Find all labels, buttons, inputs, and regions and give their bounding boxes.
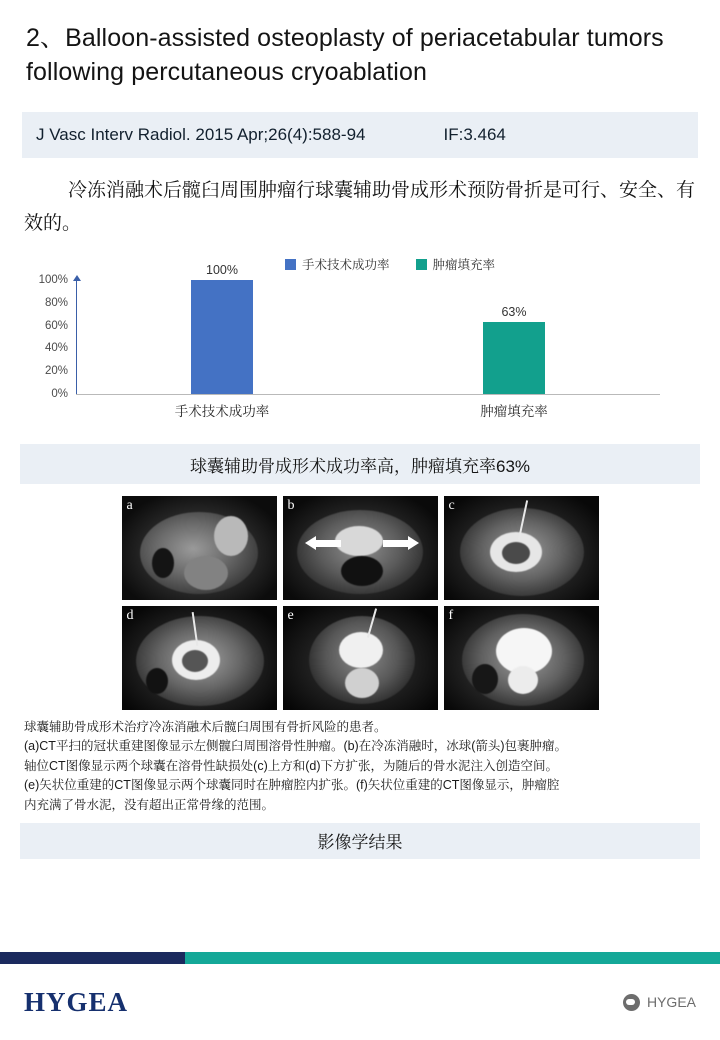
legend-label-fill: 肿瘤填充率 (432, 258, 496, 272)
y-tick-80: 80% (44, 296, 68, 309)
ct-iceball-b (335, 526, 383, 556)
caption-line-4: (e)矢状位重建的CT图像显示两个球囊同时在肿瘤腔内扩张。(f)矢状位重建的CT图像显示，肿瘤腔 (24, 778, 560, 793)
bar-column-fill (368, 280, 660, 394)
citation-text: J Vasc Interv Radiol. 2015 Apr;26(4):588-94 (36, 124, 366, 144)
ct-label-b: b (287, 498, 295, 513)
wechat-icon (623, 994, 640, 1011)
ct-arrow-left-b (315, 540, 341, 547)
imaging-result-band: 影像学结果 (20, 823, 700, 859)
ct-image-e (283, 606, 438, 710)
ct-anatomy-b2 (341, 556, 383, 586)
legend-swatch-blue (285, 259, 296, 270)
impact-factor: IF:3.464 (443, 124, 506, 144)
page-title: 2、Balloon-assisted osteoplasty of periacetabular tumors following percutaneous cryoablation (26, 24, 664, 86)
y-axis (24, 274, 72, 400)
accent-bar-navy (0, 952, 185, 964)
accent-bar-teal (185, 952, 720, 964)
y-tick-100: 100% (38, 274, 68, 286)
x-label-success: 手术技术成功率 (174, 404, 270, 419)
ct-image-grid (0, 496, 720, 710)
legend-swatch-teal (416, 259, 427, 270)
caption-line-3: 轴位CT图像显示两个球囊在溶骨性缺损处(c)上方和(d)下方扩张，为随后的骨水泥注入创造空间。 (24, 758, 559, 773)
result-band: 球囊辅助骨成形术成功率高，肿瘤填充率63% (20, 444, 700, 484)
bar-value-fill: 63% (501, 305, 527, 319)
accent-bars (0, 952, 720, 964)
bar-success (191, 280, 253, 394)
ct-image-d (122, 606, 277, 710)
ct-anatomy-a3 (214, 516, 248, 556)
ct-arrow-right-b (383, 540, 409, 547)
ct-cement-f2 (508, 666, 538, 694)
ct-image-c (444, 496, 599, 600)
ct-anatomy-a4 (184, 556, 228, 590)
caption-line-5: 内充满了骨水泥，没有超出正常骨缘的范围。 (24, 797, 275, 812)
chart-legend (20, 254, 700, 274)
caption-line-1: 球囊辅助骨成形术治疗冷冻消融术后髋臼周围有骨折风险的患者。 (24, 720, 387, 734)
legend-label-success: 手术技术成功率 (301, 258, 390, 272)
ct-image-row-1 (122, 496, 599, 600)
ct-balloon-e (339, 632, 383, 668)
legend-item-success (285, 255, 390, 273)
ct-cavity-c (502, 542, 530, 564)
ct-label-c: c (448, 498, 455, 513)
ct-cavity-d (182, 650, 208, 672)
bar-value-success: 100% (206, 263, 238, 277)
ct-image-row-2 (122, 606, 599, 710)
bar-fill (483, 322, 545, 394)
bar-column-success (76, 263, 368, 394)
ct-balloon-e2 (345, 668, 379, 698)
x-axis-line (76, 394, 660, 395)
figure-caption (24, 718, 696, 815)
legend-item-fill (416, 255, 496, 273)
y-tick-60: 60% (44, 319, 68, 332)
y-tick-0: 0% (51, 388, 68, 400)
wechat-handle (623, 994, 696, 1011)
ct-anatomy-a2 (152, 548, 174, 578)
wechat-label: HYGEA (646, 994, 696, 1010)
ct-label-d: d (126, 608, 134, 623)
ct-image-a (122, 496, 277, 600)
ct-anatomy-d2 (146, 668, 168, 694)
ct-image-f (444, 606, 599, 710)
ct-label-a: a (126, 498, 133, 513)
ct-label-e: e (287, 608, 294, 623)
y-tick-40: 40% (44, 342, 68, 355)
brand-footer (0, 964, 720, 1040)
brand-logo: HYGEA (24, 986, 129, 1017)
caption-line-2: (a)CT平扫的冠状重建图像显示左侧髋臼周围溶骨性肿瘤。(b)在冷冻消融时，冰球(箭头)包裹肿瘤。 (24, 739, 568, 754)
y-tick-20: 20% (44, 365, 68, 378)
ct-label-f: f (448, 608, 454, 623)
citation-band (22, 112, 698, 158)
bar-chart (20, 254, 700, 434)
ct-image-b (283, 496, 438, 600)
conclusion-body: 冷冻消融术后髋臼周围肿瘤行球囊辅助骨成形术预防骨折是可行、安全、有效的。 (24, 179, 696, 234)
conclusion-text (24, 174, 696, 241)
chart-plot-area (24, 263, 670, 430)
x-label-fill: 肿瘤填充率 (480, 404, 548, 419)
x-axis-labels (76, 400, 660, 420)
ct-anatomy-f2 (472, 664, 498, 694)
